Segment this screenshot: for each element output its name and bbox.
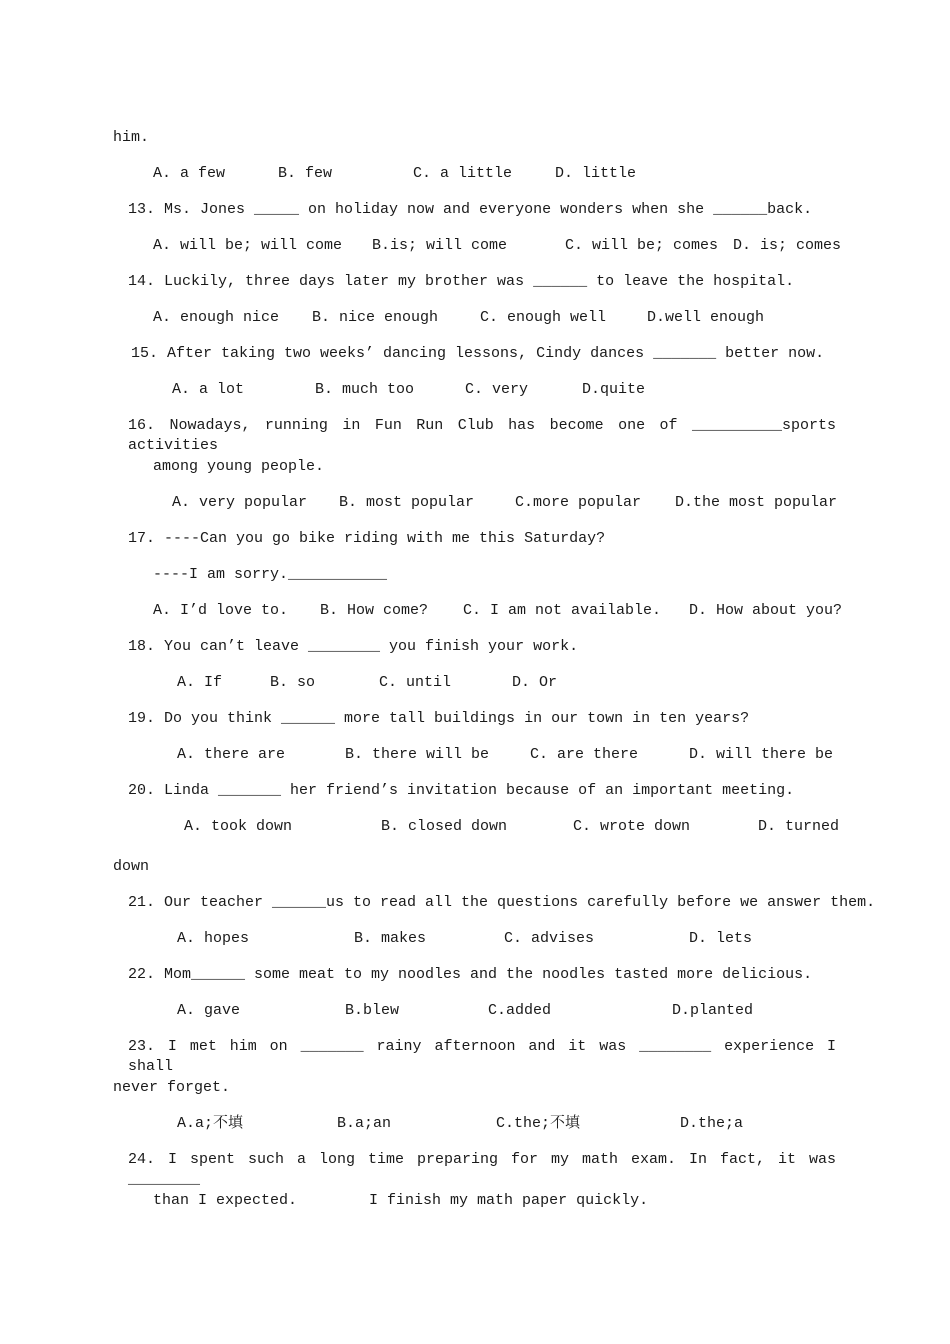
option-b: B. there will be	[345, 746, 490, 763]
option-a: A. a lot	[172, 381, 245, 398]
option-b: B. closed down	[381, 818, 508, 835]
option-a: A. a few	[153, 165, 226, 182]
question-15: 15. After taking two weeks’ dancing lessons, Cindy dances _______ better now.	[131, 345, 825, 362]
option-c: C. wrote down	[573, 818, 691, 835]
option-a: A. gave	[177, 1002, 241, 1019]
option-c: C.more popular	[515, 494, 642, 511]
option-b: B.is; will come	[372, 237, 508, 254]
option-c: C.added	[488, 1002, 552, 1019]
option-a: A. will be; will come	[153, 237, 343, 254]
option-b: B. most popular	[339, 494, 475, 511]
question-24-cont: than I expected. I finish my math paper quickly.	[153, 1192, 649, 1209]
question-20: 20. Linda _______ her friend’s invitation because of an important meeting.	[128, 782, 795, 799]
option-d: D. is; comes	[733, 237, 842, 254]
option-d: D. little	[555, 165, 637, 182]
option-b: B. nice enough	[312, 309, 439, 326]
question-17-reply: ----I am sorry.___________	[153, 566, 388, 583]
option-d: D. How about you?	[689, 602, 843, 619]
option-b: B. How come?	[320, 602, 429, 619]
option-c: C. a little	[413, 165, 513, 182]
option-d: D.quite	[582, 381, 646, 398]
option-a: A. very popular	[172, 494, 308, 511]
option-c: C. very	[465, 381, 529, 398]
question-21: 21. Our teacher ______us to read all the questions carefully before we answer them.	[128, 894, 876, 911]
option-b: B. makes	[354, 930, 427, 947]
option-d: D. lets	[689, 930, 753, 947]
option-a: A. took down	[184, 818, 293, 835]
option-c: C. are there	[530, 746, 639, 763]
option-b: B. much too	[315, 381, 415, 398]
question-14: 14. Luckily, three days later my brother was ______ to leave the hospital.	[128, 273, 795, 290]
question-17: 17. ----Can you go bike riding with me this Saturday?	[128, 530, 606, 547]
question-16-cont: among young people.	[153, 458, 325, 475]
option-b: B.a;an	[337, 1115, 392, 1132]
option-d: D. will there be	[689, 746, 834, 763]
option-b: B.blew	[345, 1002, 400, 1019]
question-18: 18. You can’t leave ________ you finish your work.	[128, 638, 579, 655]
option-d: D.well enough	[647, 309, 765, 326]
option-c: C. enough well	[480, 309, 607, 326]
question-24: 24. I spent such a long time preparing for my math exam. In fact, it was ________	[128, 1151, 836, 1188]
continuation-text: him.	[113, 129, 150, 146]
option-a: A.a;不填	[177, 1115, 244, 1132]
option-c: C. I am not available.	[463, 602, 662, 619]
option-c: C. advises	[504, 930, 595, 947]
option-b: B. so	[270, 674, 316, 691]
question-16: 16. Nowadays, running in Fun Run Club has become one of __________sports activities	[128, 417, 836, 454]
option-a: A. I’d love to.	[153, 602, 289, 619]
option-a: A. hopes	[177, 930, 250, 947]
option-a: A. If	[177, 674, 223, 691]
option-a: A. there are	[177, 746, 286, 763]
option-d: D.the most popular	[675, 494, 838, 511]
option-a: A. enough nice	[153, 309, 280, 326]
question-22: 22. Mom______ some meat to my noodles and the noodles tasted more delicious.	[128, 966, 813, 983]
option-c: C.the;不填	[496, 1115, 581, 1132]
option-d: D. turned	[758, 818, 840, 835]
option-d: D.the;a	[680, 1115, 744, 1132]
option-c: C. until	[379, 674, 452, 691]
option-d: D.planted	[672, 1002, 754, 1019]
question-23-cont: never forget.	[113, 1079, 231, 1096]
question-23: 23. I met him on _______ rainy afternoon and it was ________ experience I shall	[128, 1038, 836, 1075]
option-b: B. few	[278, 165, 333, 182]
option-d-cont: down	[113, 858, 150, 875]
option-c: C. will be; comes	[565, 237, 719, 254]
question-19: 19. Do you think ______ more tall buildings in our town in ten years?	[128, 710, 750, 727]
option-d: D. Or	[512, 674, 558, 691]
question-13: 13. Ms. Jones _____ on holiday now and everyone wonders when she ______back.	[128, 201, 813, 218]
